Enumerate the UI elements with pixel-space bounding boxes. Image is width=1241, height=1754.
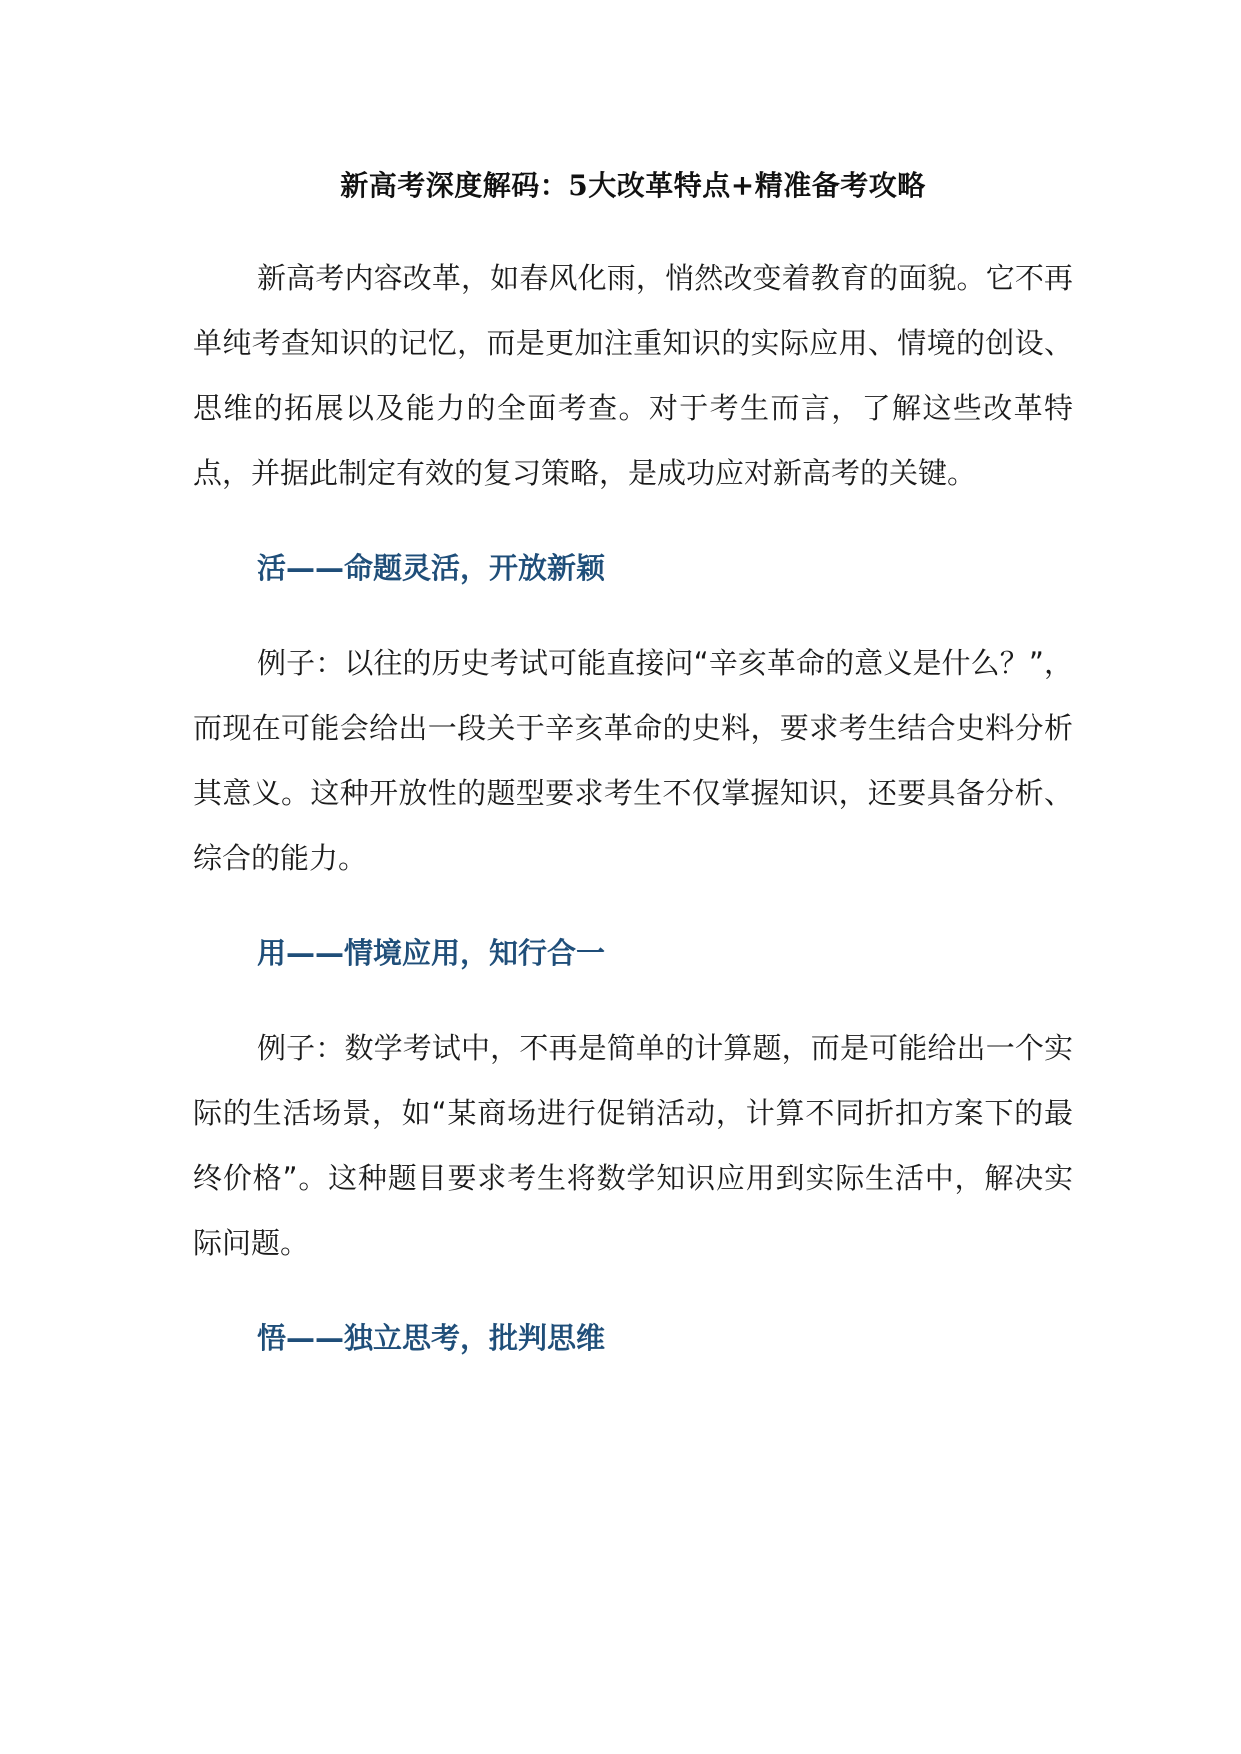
- document-content: [193, 160, 1073, 1401]
- section-heading-huo: 活——命题灵活，开放新颖: [257, 551, 606, 585]
- document-title: 新高考深度解码：5大改革特点+精准备考攻略: [340, 169, 926, 202]
- section-body-yong: 例子：数学考试中，不再是简单的计算题，而是可能给出一个实际的生活场景，如“某商场进行促销活动，计算不同折扣方案下的最终价格”。这种题目要求考生将数学知识应用到实际生活中，解决实际问题。: [193, 1031, 1073, 1260]
- section-heading-wu: 悟——独立思考，批判思维: [257, 1321, 606, 1355]
- section-heading-yong: 用——情境应用，知行合一: [257, 936, 606, 970]
- section-body-huo: 例子：以往的历史考试可能直接问“辛亥革命的意义是什么？”，而现在可能会给出一段关于辛亥革命的史料，要求考生结合史料分析其意义。这种开放性的题型要求考生不仅掌握知识，还要具备分析、综合的能力。: [193, 646, 1073, 875]
- intro-paragraph: 新高考内容改革，如春风化雨，悄然改变着教育的面貌。它不再单纯考查知识的记忆，而是更加注重知识的实际应用、情境的创设、思维的拓展以及能力的全面考查。对于考生而言，了解这些改革特点，并据此制定有效的复习策略，是成功应对新高考的关键。: [193, 261, 1073, 490]
